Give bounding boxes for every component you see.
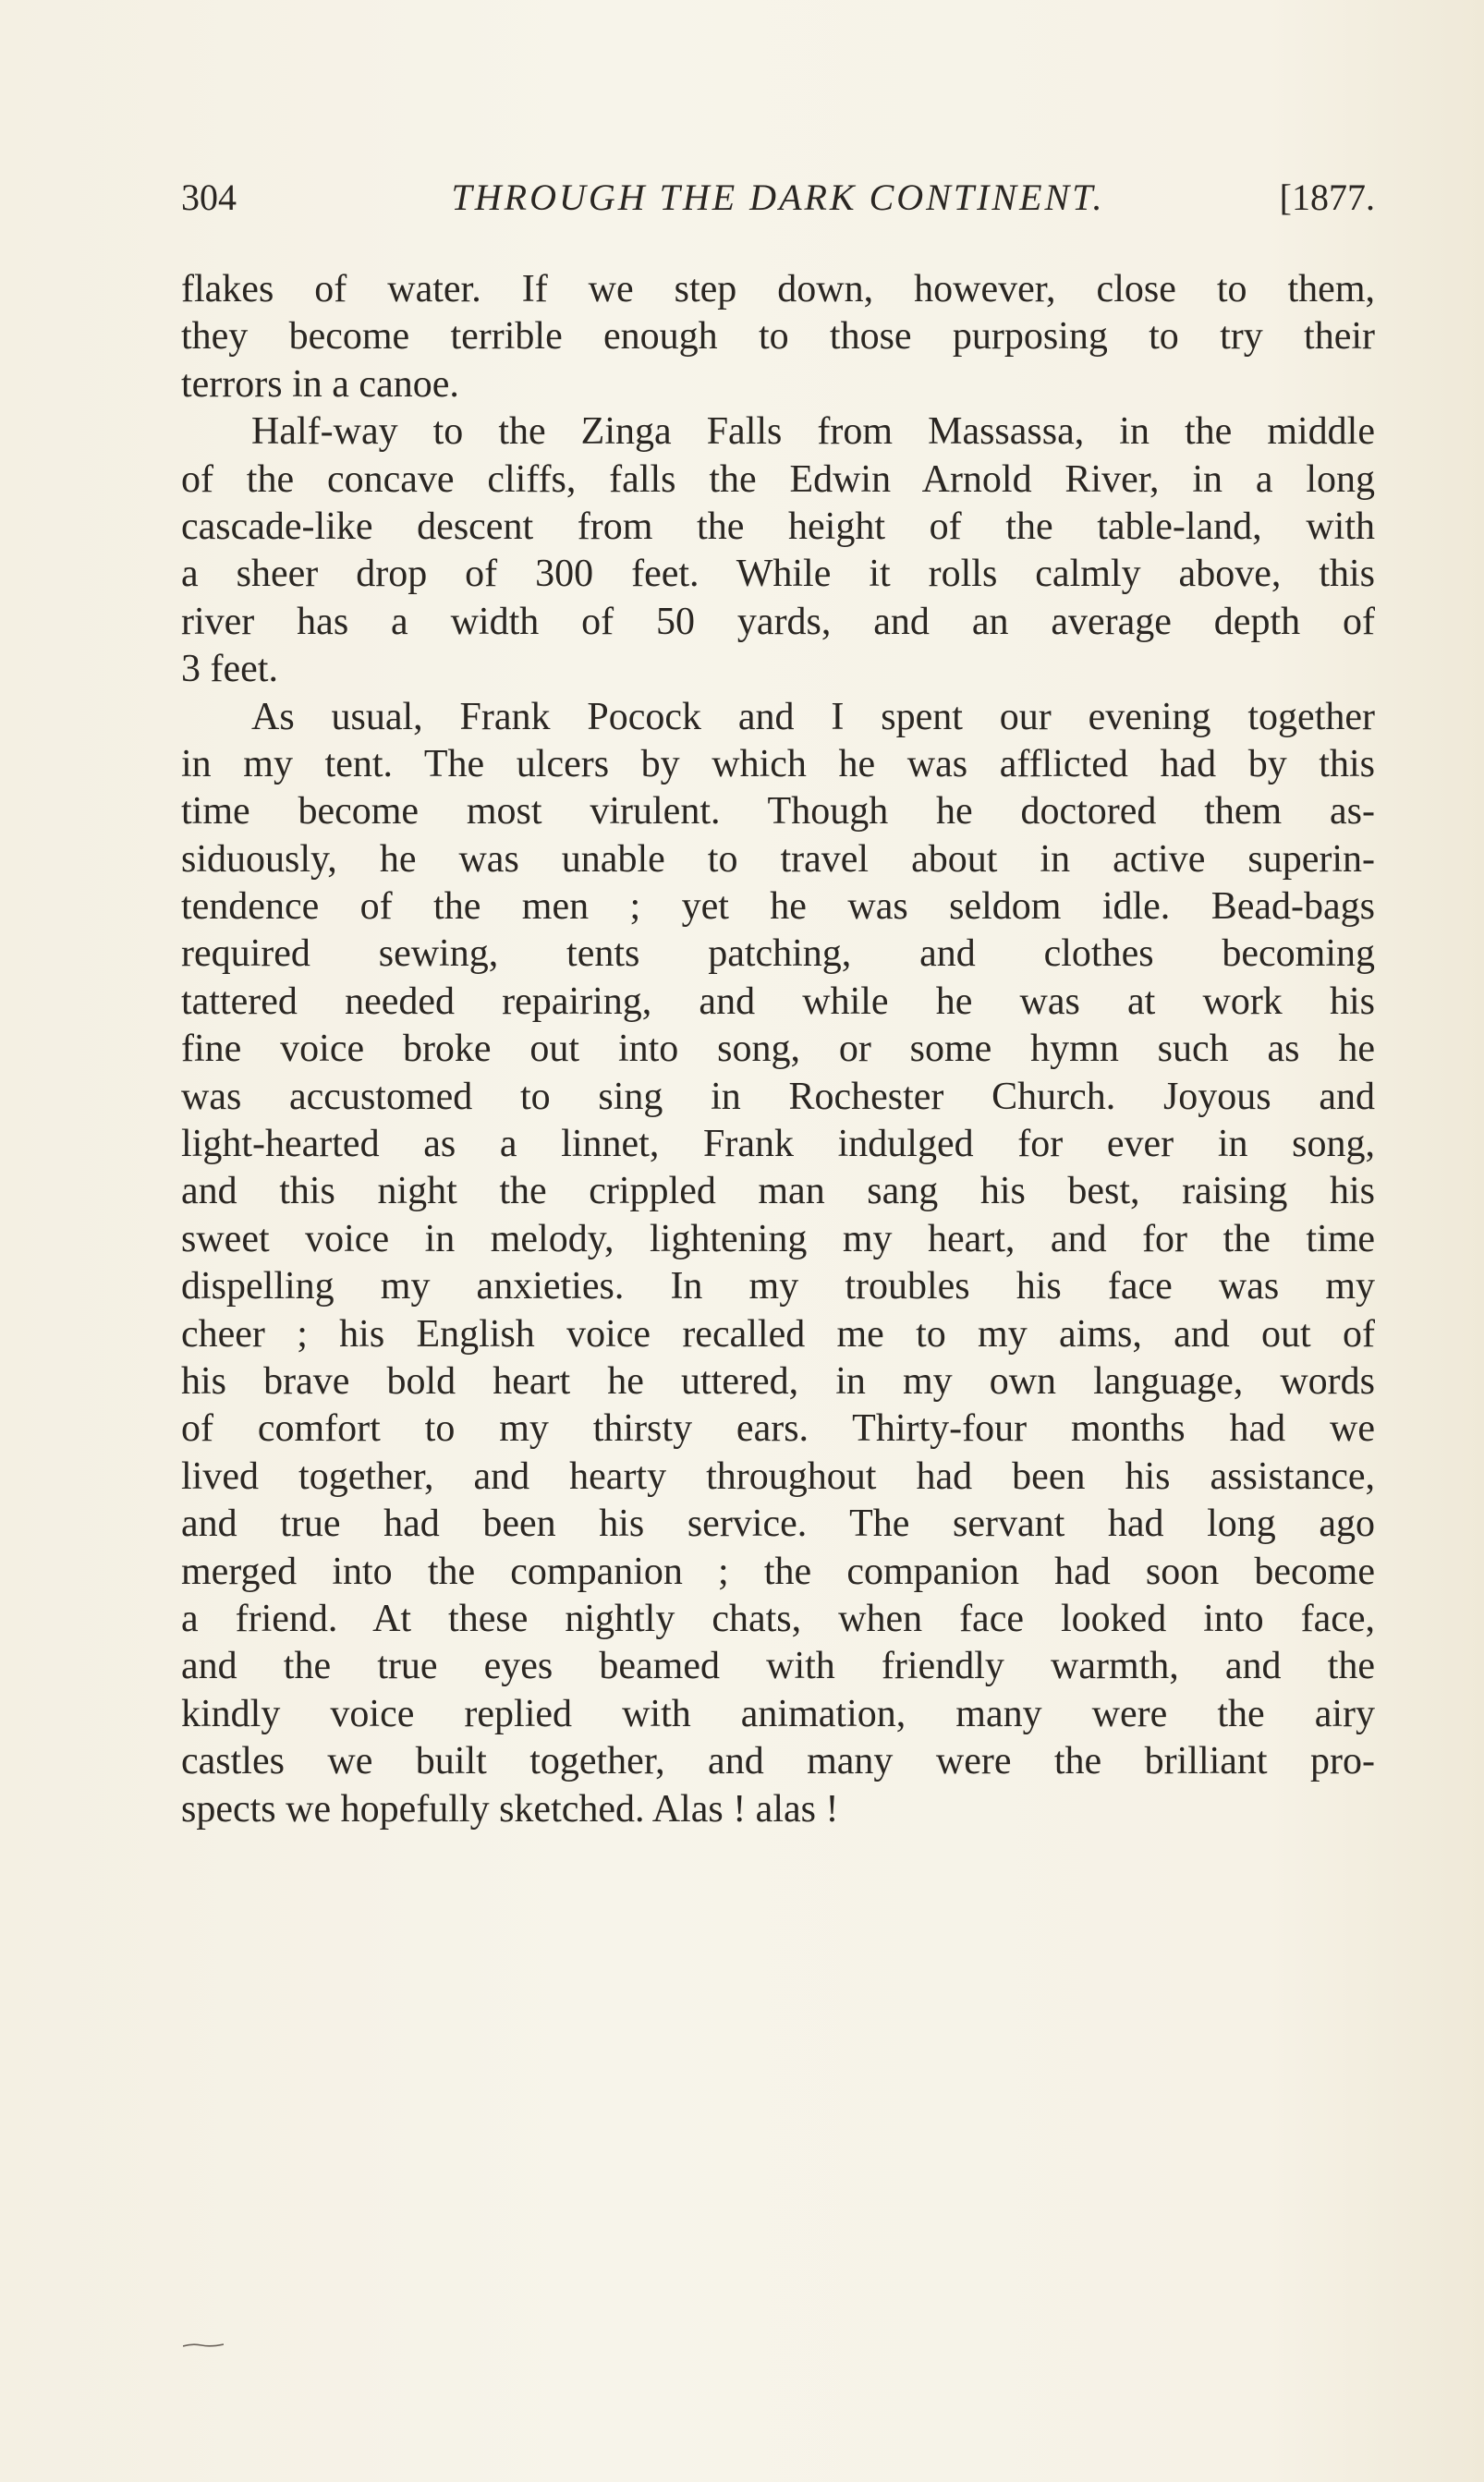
text-line: siduously, he was unable to travel about in active superin- xyxy=(181,837,1375,881)
running-head xyxy=(181,172,1375,224)
text-line: tendence of the men ; yet he was seldom idle. Bead-bags xyxy=(181,885,1375,929)
text-line: cheer ; his English voice recalled me to my aims, and out of xyxy=(181,1312,1375,1356)
text-line: was accustomed to sing in Rochester Church. Joyous and xyxy=(181,1075,1375,1118)
running-title: THROUGH THE DARK CONTINENT. xyxy=(451,176,1105,218)
text-line: they become terrible enough to those purposing to try their xyxy=(181,315,1375,359)
text-line: a sheer drop of 300 feet. While it rolls calmly above, this xyxy=(181,553,1375,596)
text-line: and the true eyes beamed with friendly warmth, and the xyxy=(181,1645,1375,1688)
text-line: spects we hopefully sketched. Alas ! alas ! xyxy=(181,1787,839,1831)
text-line: 3 feet. xyxy=(181,648,278,691)
text-line: and true had been his service. The servant had long ago xyxy=(181,1503,1375,1546)
text-line: his brave bold heart he uttered, in my own language, words xyxy=(181,1359,1375,1403)
text-line: and this night the crippled man sang his best, raising his xyxy=(181,1170,1375,1213)
text-line: dispelling my anxieties. In my troubles his face was my xyxy=(181,1265,1375,1308)
text-line: in my tent. The ulcers by which he was afflicted had by this xyxy=(181,742,1375,785)
text-line: light-hearted as a linnet, Frank indulged for ever in song, xyxy=(181,1123,1375,1166)
text-line: kindly voice replied with animation, many were the airy xyxy=(181,1692,1375,1735)
text-line: cascade-like descent from the height of the table-land, with xyxy=(181,505,1375,548)
text-line: terrors in a canoe. xyxy=(181,362,459,406)
text-line: lived together, and hearty throughout had been his assistance, xyxy=(181,1454,1375,1498)
text-line: a friend. At these nightly chats, when face looked into face, xyxy=(181,1597,1375,1640)
ink-smudge xyxy=(183,2342,224,2348)
text-line: of comfort to my thirsty ears. Thirty-four months had we xyxy=(181,1407,1375,1451)
text-line: tattered needed repairing, and while he was at work his xyxy=(181,979,1375,1023)
paragraph-start-line: Half-way to the Zinga Falls from Massassa, in the middle xyxy=(251,410,1375,454)
text-line: of the concave cliffs, falls the Edwin Arnold River, in a long xyxy=(181,457,1375,501)
text-line: flakes of water. If we step down, however, close to them, xyxy=(181,268,1375,310)
paragraph-start-line: As usual, Frank Pocock and I spent our evening together xyxy=(251,695,1375,738)
body-text xyxy=(181,266,1375,1833)
text-line: merged into the companion ; the companion had soon become xyxy=(181,1550,1375,1593)
page-number: 304 xyxy=(181,176,237,218)
running-year: [1877. xyxy=(1279,176,1375,218)
text-line: river has a width of 50 yards, and an average depth of xyxy=(181,600,1375,643)
text-line: fine voice broke out into song, or some hymn such as he xyxy=(181,1028,1375,1071)
text-line: castles we built together, and many were the brilliant pro- xyxy=(181,1740,1375,1783)
text-line: required sewing, tents patching, and clothes becoming xyxy=(181,932,1375,976)
text-line: sweet voice in melody, lightening my heart, and for the time xyxy=(181,1217,1375,1260)
text-line: time become most virulent. Though he doctored them as- xyxy=(181,790,1375,833)
